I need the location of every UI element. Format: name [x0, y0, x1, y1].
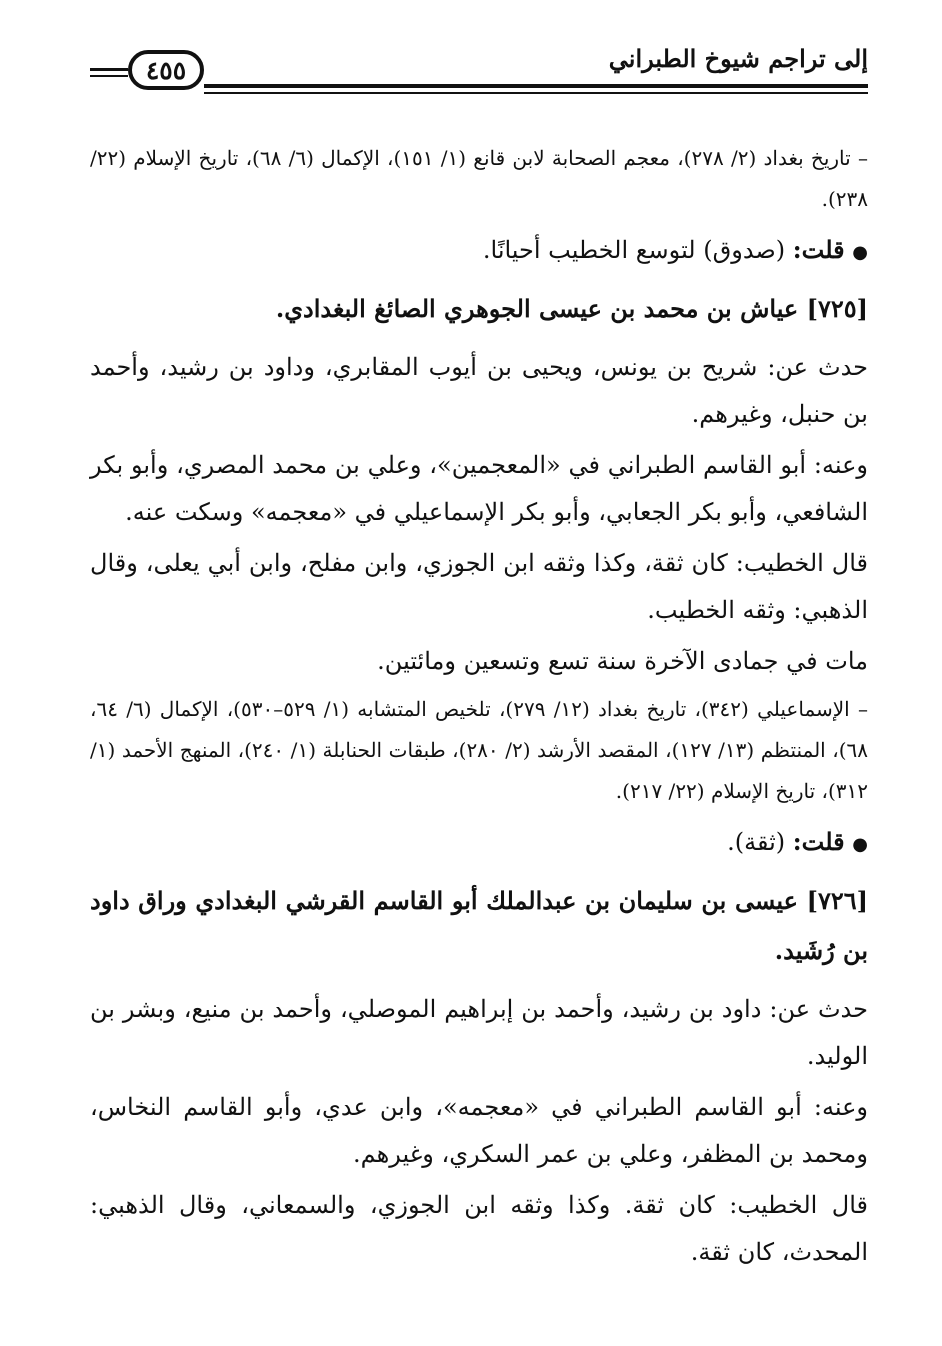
entry-title: [٧٢٦] عيسى بن سليمان بن عبدالملك أبو القاسم القرشي البغدادي وراق داود بن رُشَيد.	[90, 886, 868, 965]
bullet-icon: ●	[852, 242, 868, 263]
page-body	[90, 138, 868, 1280]
paragraph: حدث عن: شريح بن يونس، ويحيى بن أيوب المقابري، وداود بن رشيد، وأحمد بن حنبل، وغيرهم.	[90, 353, 868, 428]
verdict-text: (ثقة).	[727, 828, 793, 856]
header-rule-long	[204, 84, 868, 88]
header-rule-short	[90, 68, 128, 71]
paragraph: قال الخطيب: كان ثقة، وكذا وثقه ابن الجوزي، وابن مفلح، وابن أبي يعلى، وقال الذهبي: وثقه الخطيب.	[90, 549, 868, 624]
page-header	[90, 40, 868, 106]
verdict-line	[90, 818, 868, 868]
verdict-text: (صدوق) لتوسع الخطيب أحيانًا.	[482, 236, 793, 264]
reference-list: – تاريخ بغداد (٢/ ٢٧٨)، معجم الصحابة لابن قانع (١/ ١٥١)، الإكمال (٦/ ٦٨)، تاريخ الإسلام (٢٢/ ٢٣٨).	[90, 146, 868, 211]
reference-list: – الإسماعيلي (٣٤٢)، تاريخ بغداد (١٢/ ٢٧٩)، تلخيص المتشابه (١/ ٥٢٩–٥٣٠)، الإكمال (٦/ ٦٤، ٦٨)، المنتظم (١٣/ ١٢٧)، المقصد الأرشد (٢/ ٢٨٠)، طبقات الحنابلة (١/ ٢٤٠)، المنهج الأحمد (١/ ٣١٢)، تاريخ الإسلام (٢٢/ ٢١٧).	[90, 697, 869, 803]
paragraph: مات في جمادى الآخرة سنة تسع وتسعين ومائتين.	[377, 647, 868, 675]
verdict-line	[90, 226, 868, 276]
page-number: ٤٥٥	[128, 50, 204, 90]
paragraph: وعنه: أبو القاسم الطبراني في «المعجمين»، وعلي بن محمد المصري، وأبو بكر الشافعي، وأبو بكر الجعابي، وأبو بكر الإسماعيلي في «معجمه» وسكت عنه.	[90, 451, 868, 526]
book-title: إلى تراجم شيوخ الطبراني	[608, 44, 868, 73]
verdict-lead: قلت:	[792, 827, 845, 856]
paragraph: قال الخطيب: كان ثقة. وكذا وثقه ابن الجوزي، والسمعاني، وقال الذهبي: المحدث، كان ثقة.	[90, 1191, 868, 1266]
paragraph: وعنه: أبو القاسم الطبراني في «معجمه»، وابن عدي، وأبو القاسم النخاس، ومحمد بن المظفر، وعلي بن عمر السكري، وغيرهم.	[90, 1093, 868, 1168]
verdict-lead: قلت:	[792, 235, 845, 264]
entry-title: [٧٢٥] عياش بن محمد بن عيسى الجوهري الصائغ البغدادي.	[275, 294, 868, 323]
paragraph: حدث عن: داود بن رشيد، وأحمد بن إبراهيم الموصلي، وأحمد بن منيع، وبشر بن الوليد.	[90, 995, 868, 1070]
bullet-icon: ●	[852, 834, 868, 855]
